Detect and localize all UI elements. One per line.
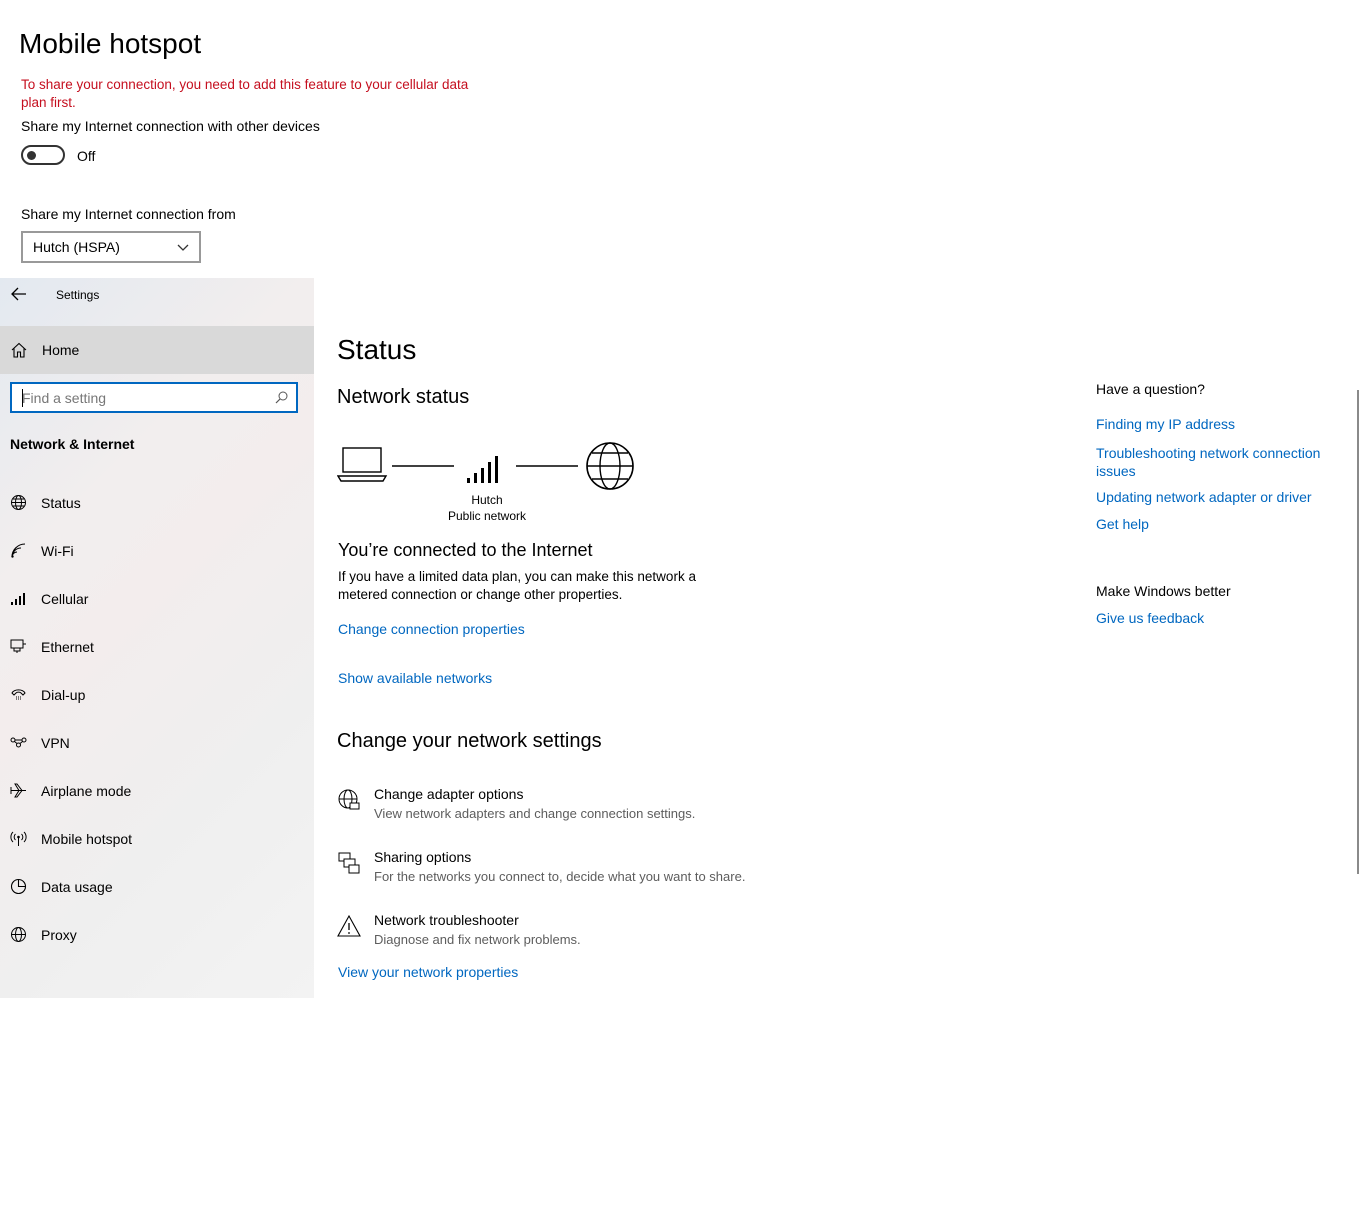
- data-usage-icon: [10, 878, 27, 895]
- network-diagram: [337, 440, 637, 523]
- network-name-label: Hutch: [471, 493, 503, 507]
- help-link-get-help[interactable]: Get help: [1096, 516, 1149, 532]
- hotspot-from-label: Share my Internet connection from: [21, 206, 236, 222]
- sidebar-item-cellular[interactable]: [0, 575, 314, 623]
- connected-heading: You’re connected to the Internet: [338, 540, 593, 560]
- sidebar-item-mobile-hotspot[interactable]: [0, 815, 314, 863]
- network-troubleshooter[interactable]: [337, 912, 817, 962]
- sidebar-item-home[interactable]: [0, 326, 314, 374]
- sidebar-item-label: Airplane mode: [41, 783, 132, 799]
- hotspot-icon: [10, 830, 27, 847]
- help-link-troubleshooting[interactable]: Troubleshooting network connection issues: [1096, 445, 1321, 479]
- sidebar-item-status[interactable]: [0, 479, 314, 527]
- adapter-globe-icon: [337, 788, 361, 812]
- search-icon[interactable]: [275, 391, 288, 404]
- option-description: For the networks you connect to, decide what you want to share.: [374, 869, 746, 884]
- signal-bars-icon: [467, 456, 498, 483]
- sharing-options[interactable]: [337, 849, 817, 899]
- sidebar-item-wifi[interactable]: [0, 527, 314, 575]
- feedback-link[interactable]: Give us feedback: [1096, 610, 1205, 626]
- network-status-heading: Network status: [337, 386, 470, 408]
- page-title: Status: [337, 334, 417, 365]
- change-adapter-options[interactable]: [337, 786, 817, 836]
- search-box[interactable]: [10, 382, 298, 413]
- dialup-icon: [10, 686, 27, 703]
- connected-description: If you have a limited data plan, you can make this network a metered connection or change other properties.: [338, 569, 696, 602]
- sidebar-item-label: Status: [41, 495, 81, 511]
- hotspot-warning: To share your connection, you need to add this feature to your cellular data plan first.: [21, 77, 469, 110]
- sidebar-item-dialup[interactable]: [0, 671, 314, 719]
- vpn-icon: [10, 734, 27, 751]
- sidebar: [0, 278, 314, 998]
- sidebar-item-ethernet[interactable]: [0, 623, 314, 671]
- help-link-adapter-driver[interactable]: Updating network adapter or driver: [1096, 489, 1312, 505]
- search-input[interactable]: [22, 389, 262, 407]
- airplane-icon: [10, 782, 27, 799]
- settings-window: [0, 278, 1366, 998]
- network-name: [427, 492, 547, 524]
- hotspot-source-value: Hutch (HSPA): [33, 239, 120, 255]
- view-network-properties-link[interactable]: View your network properties: [338, 964, 519, 980]
- cellular-icon: [10, 590, 27, 607]
- section-title: Network & Internet: [10, 436, 135, 452]
- option-description: Diagnose and fix network problems.: [374, 932, 581, 947]
- hotspot-toggle[interactable]: [21, 145, 65, 165]
- network-type-label: Public network: [447, 509, 527, 523]
- scrollbar[interactable]: [1357, 390, 1359, 874]
- option-title: Network troubleshooter: [374, 912, 519, 928]
- option-title: Change adapter options: [374, 786, 524, 802]
- text-caret: [22, 389, 23, 407]
- proxy-icon: [10, 926, 27, 943]
- network-diagram-graphic: [337, 440, 637, 492]
- show-available-networks-link[interactable]: Show available networks: [338, 670, 493, 686]
- sidebar-item-proxy[interactable]: [0, 911, 314, 959]
- hotspot-title: Mobile hotspot: [19, 28, 202, 59]
- app-title: Settings: [56, 288, 100, 302]
- warning-triangle-icon: [337, 914, 361, 938]
- change-connection-properties-link[interactable]: Change connection properties: [338, 621, 525, 637]
- sidebar-item-label: Data usage: [41, 879, 113, 895]
- wifi-icon: [10, 542, 27, 559]
- sidebar-item-label: VPN: [41, 735, 70, 751]
- chevron-down-icon: [177, 241, 189, 253]
- main-content: [314, 278, 1366, 998]
- home-icon: [11, 342, 27, 358]
- hotspot-source-select[interactable]: [21, 231, 201, 263]
- better-heading: Make Windows better: [1096, 583, 1231, 599]
- sidebar-item-label: Cellular: [41, 591, 89, 607]
- globe-icon: [587, 443, 633, 489]
- sidebar-item-label: Ethernet: [41, 639, 94, 655]
- laptop-icon: [338, 448, 386, 481]
- sidebar-item-data-usage[interactable]: [0, 863, 314, 911]
- sidebar-item-label: Proxy: [41, 927, 77, 943]
- option-title: Sharing options: [374, 849, 472, 865]
- sidebar-item-label: Home: [42, 342, 80, 358]
- ethernet-icon: [10, 638, 27, 655]
- change-settings-heading: Change your network settings: [337, 730, 602, 752]
- toggle-knob: [27, 151, 36, 160]
- sidebar-item-label: Wi-Fi: [41, 543, 74, 559]
- option-description: View network adapters and change connection settings.: [374, 806, 696, 821]
- sidebar-item-airplane-mode[interactable]: [0, 767, 314, 815]
- sidebar-item-label: Dial-up: [41, 687, 86, 703]
- back-arrow-icon[interactable]: [10, 286, 28, 302]
- sidebar-item-vpn[interactable]: [0, 719, 314, 767]
- hotspot-toggle-state: Off: [77, 148, 96, 164]
- globe-status-icon: [10, 494, 27, 511]
- question-heading: Have a question?: [1096, 381, 1205, 397]
- hotspot-share-label: Share my Internet connection with other devices: [21, 118, 320, 134]
- sidebar-item-label: Mobile hotspot: [41, 831, 133, 847]
- help-link-ip-address[interactable]: Finding my IP address: [1096, 416, 1236, 432]
- sharing-icon: [337, 851, 361, 875]
